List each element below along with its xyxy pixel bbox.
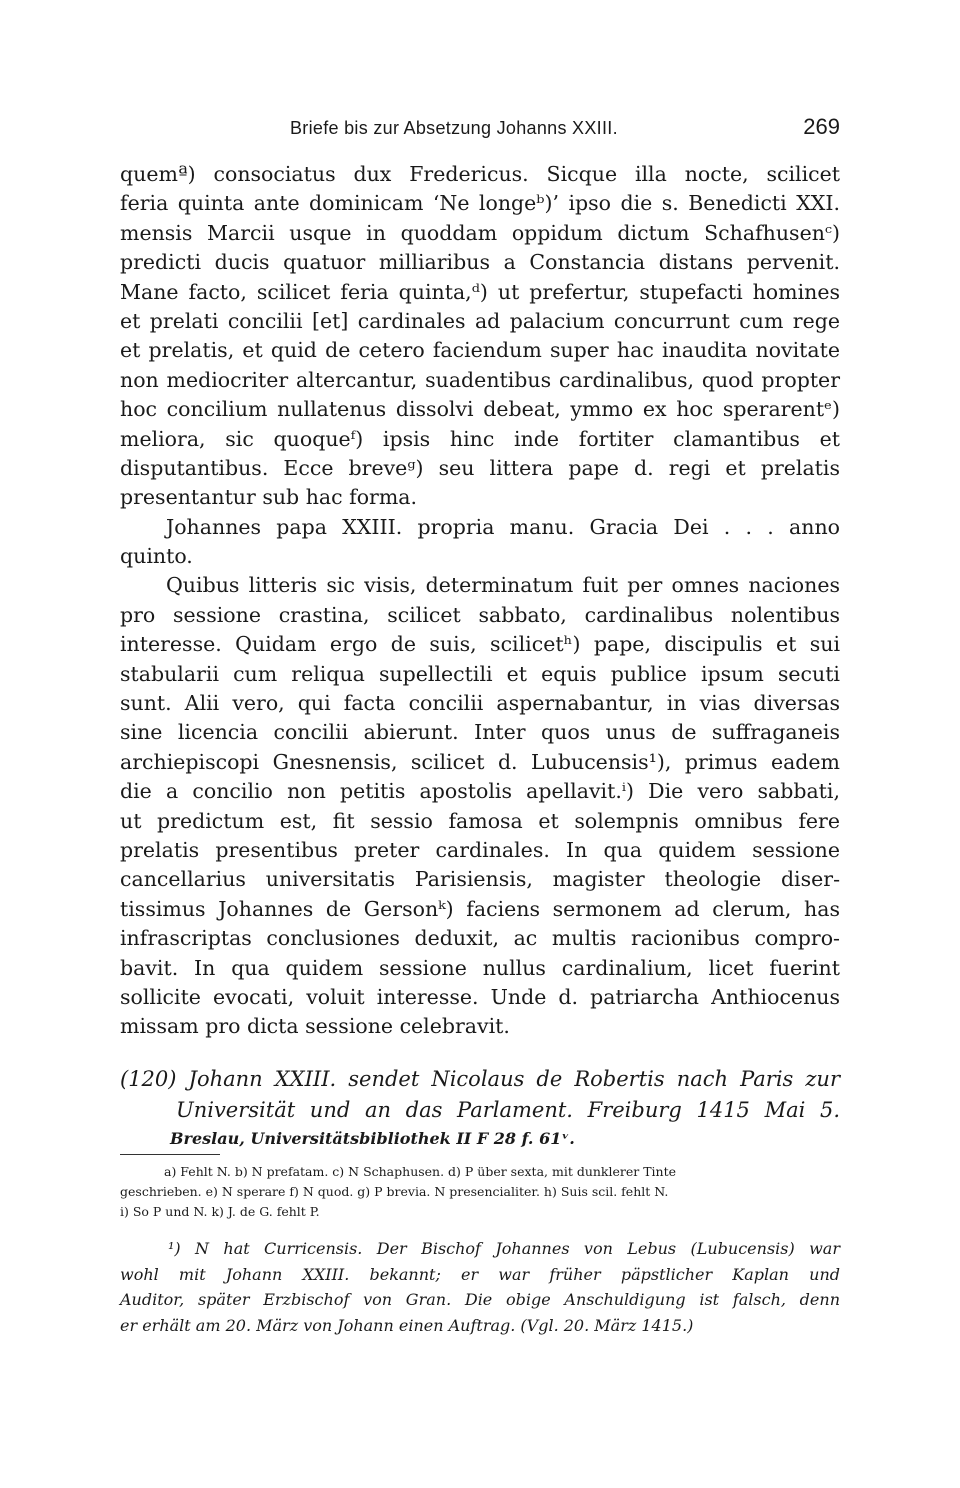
text-line: prelatis presentibus preter cardinales. In qua quidem sessione — [120, 837, 840, 862]
text-line: tissimus Johannes de Gersonᵏ) faciens sermonem ad clerum, has — [120, 896, 840, 921]
text-line: pro sessione crastina, scilicet sabbato, cardinalibus nolentibus — [120, 602, 840, 627]
footnote-line: wohl mit Johann XXIII. bekannt; er war früher päpstlicher Kaplan und — [120, 1264, 840, 1284]
text-line: sollicite evocati, voluit interesse. Unde d. patriarcha Anthiocenus — [120, 984, 840, 1009]
text-line: quemª) consociatus dux Fredericus. Sicque illa nocte, scilicet — [120, 162, 840, 186]
text-line: et prelatis, et quid de cetero faciendum super hac inaudita novitate — [120, 338, 840, 363]
text-line: Quibus litteris sic visis, determinatum fuit per omnes naciones — [166, 573, 840, 598]
document-title-line: Universität und an das Parlament. Freiburg 1415 Mai 5. — [176, 1098, 840, 1122]
footnote-line: ¹) N hat Curricensis. Der Bischof Johannes von Lebus (Lubucensis) war — [168, 1239, 840, 1258]
footnote-line: i) So P und N. k) J. de G. fehlt P. — [120, 1204, 320, 1219]
text-line: Johannes papa XXIII. propria manu. Gracia Dei . . . anno — [166, 514, 840, 539]
page-header — [120, 114, 840, 146]
text-line: sine licencia concilii abierunt. Inter quos unus de suffraganeis — [120, 720, 840, 745]
footnote-line: a) Fehlt N. b) N prefatam. c) N Schaphusen. d) P über sexta, mit dunklerer Tinte — [164, 1164, 677, 1179]
text-line: archiepiscopi Gnesnensis, scilicet d. Lubucensis¹), primus eadem — [120, 749, 840, 774]
text-line: bavit. In qua quidem sessione nullus cardinalium, licet fuerint — [120, 955, 840, 980]
document-source: Breslau, Universitätsbibliothek II F 28 f. 61ᵛ. — [170, 1129, 575, 1148]
text-line: interesse. Quidam ergo de suis, scilicetʰ) pape, discipulis et sui — [120, 632, 840, 657]
text-line: Mane facto, scilicet feria quinta,ᵈ) ut prefertur, stupefacti homines — [120, 279, 840, 304]
text-line: et prelati concilii [et] cardinales ad palacium concurrunt cum rege — [120, 308, 840, 333]
variant-footnotes — [120, 1162, 840, 1222]
text-line: cancellarius universitatis Parisiensis, magister theologie diser- — [120, 867, 840, 892]
text-line: non mediocriter altercantur, suadentibus cardinalibus, quod propter — [120, 367, 840, 392]
footnote-divider — [120, 1154, 220, 1155]
text-line: feria quinta ante dominicam ‘Ne longeᵇ)’ ipso die s. Benedicti XXI. — [120, 191, 840, 216]
text-line: predicti ducis quatuor milliaribus a Constancia distans pervenit. — [120, 250, 840, 275]
footnote-line: geschrieben. e) N sperare f) N quod. g) P brevia. N presencialiter. h) Suis scil. fehlt N. — [120, 1184, 669, 1199]
text-line: mensis Marcii usque in quoddam oppidum dictum Schafhusenᶜ) — [120, 220, 840, 245]
text-line: meliora, sic quoqueᶠ) ipsis hinc inde fortiter clamantibus et — [120, 426, 840, 451]
footnote-line: Auditor, später Erzbischof von Gran. Die obige Anschuldigung ist falsch, denn — [120, 1290, 840, 1309]
text-line: infrascriptas conclusiones deduxit, ac multis racionibus compro- — [120, 926, 840, 951]
text-line: disputantibus. Ecce breveᵍ) seu littera pape d. regi et prelatis — [120, 455, 840, 480]
commentary-footnotes — [120, 1236, 840, 1338]
text-line: hoc concilium nullatenus dissolvi debeat, ymmo ex hoc sperarentᵉ) — [120, 397, 840, 422]
main-text — [120, 160, 840, 1042]
text-line: missam pro dicta sessione celebravit. — [120, 1014, 510, 1039]
text-line: sunt. Alii vero, qui facta concilii aspernabantur, in vias diversas — [120, 691, 840, 716]
footnote-line: er erhält am 20. März von Johann einen Auftrag. (Vgl. 20. März 1415.) — [120, 1315, 694, 1335]
document-entry — [120, 1064, 840, 1152]
text-line: quinto. — [120, 544, 193, 569]
text-line: presentantur sub hac forma. — [120, 485, 418, 510]
text-line: stabularii cum reliqua supellectili et equis publice ipsum secuti — [120, 661, 840, 686]
text-line: die a concilio non petitis apostolis apellavit.ⁱ) Die vero sabbati, — [120, 779, 840, 804]
document-title-line: (120) Johann XXIII. sendet Nicolaus de Robertis nach Paris zur — [120, 1067, 840, 1091]
running-head: Briefe bis zur Absetzung Johanns XXIII. — [290, 118, 618, 138]
page-number: 269 — [803, 114, 840, 139]
text-line: ut predictum est, fit sessio famosa et solempnis omnibus fere — [120, 808, 840, 833]
